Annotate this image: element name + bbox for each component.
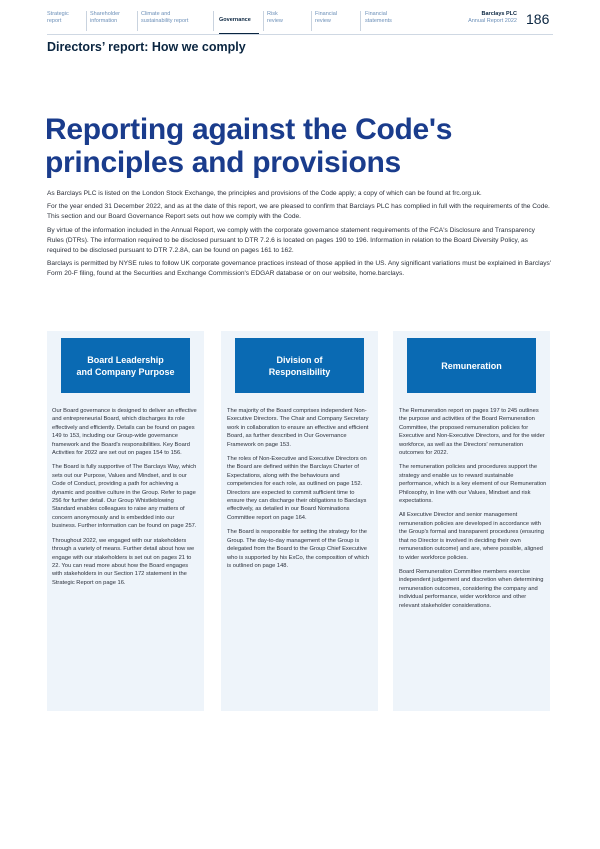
brand-report-year: Annual Report 2022 xyxy=(468,18,517,24)
nav-tab-line1: Climate and xyxy=(141,11,171,17)
nav-tab-line1: Financial xyxy=(315,11,338,17)
nav-divider xyxy=(213,11,214,31)
nav-divider xyxy=(360,11,361,31)
nav-tab-financial-statements[interactable] xyxy=(365,11,410,33)
column-paragraph: The Remuneration report on pages 197 to 245 outlines the purpose and activities of the Board Remuneration Committee, the proposed remuneration policies for Executive and Non-Executive Directors, and for the wider workforce, as well as the Directors' remuneration outcomes for 2022. xyxy=(399,408,545,457)
intro-paragraph: As Barclays PLC is listed on the London Stock Exchange, the principles and provisions of the Code apply; a copy of which can be found at frc.org.uk. xyxy=(47,190,482,197)
nav-tab-line2: sustainability report xyxy=(141,18,189,24)
nav-divider xyxy=(263,11,264,31)
nav-tab-line2: report xyxy=(47,18,62,24)
nav-tab-climate-sustainability[interactable] xyxy=(141,11,211,33)
nav-tab-line1: Strategic xyxy=(47,11,69,17)
nav-divider xyxy=(137,11,138,31)
panel-title-line1: Board Leadership xyxy=(87,354,164,365)
brand-name: Barclays PLC xyxy=(481,11,517,17)
column-remuneration xyxy=(399,407,547,616)
panel-title-line2: Responsibility xyxy=(268,366,331,377)
intro-paragraph: For the year ended 31 December 2022, and as at the date of this report, we are pleased to confirm that Barclays PLC has complied in full with the requirements of the Code. This section and our Board Governance Report sets out how we comply with the Code. xyxy=(47,203,550,221)
nav-tab-line1: Risk xyxy=(267,11,278,17)
nav-tab-line2: statements xyxy=(365,18,392,24)
panel-header xyxy=(235,338,364,393)
nav-divider xyxy=(311,11,312,31)
column-paragraph: The roles of Non-Executive and Executive Directors on the Board are defined within the Barclays Charter of Expectations, along with the behaviours and competencies for each role, as outlined on page 152. Directors are expected to commit sufficient time to ensure they can discharge their obligations to Barclays effectively, as detailed in our Board Nominations Committee report on page 164. xyxy=(227,456,367,521)
column-paragraph: Board Remuneration Committee members exercise independent judgement and discretion when determining remuneration outcomes, considering the company and individual performance, wider workforce and other relevant stakeholder considerations. xyxy=(399,568,544,609)
panel-title-line1: Division of xyxy=(276,354,323,365)
nav-tab-line2: information xyxy=(90,18,118,24)
nav-tab-strategic-report[interactable] xyxy=(47,11,85,33)
panel-title-line1: Remuneration xyxy=(441,360,502,371)
panel-header xyxy=(61,338,190,393)
column-paragraph: Throughout 2022, we engaged with our stakeholders through a variety of means. Further detail about how we engage with our stakeholders is set out on pages 21 to 22. You can read more about how the Board engages with stakeholders in our Section 172 statement in the Strategic Report on page 16. xyxy=(52,537,195,586)
intro-paragraph: By virtue of the information included in the Annual Report, we comply with the corporate governance statement requirements of the FCA's Disclosure and Transparency Rules (DTRs). The information required to be disclosed pursuant to DTR 7.2.6 is located on pages 190 to 196. Information in relation to the Board Diversity Policy, as required to be disclosed pursuant to DTR 7.2.8A, can be found on pages 161 to 162. xyxy=(47,226,535,255)
nav-divider xyxy=(86,11,87,31)
nav-tab-financial-review[interactable] xyxy=(315,11,355,33)
nav-tab-shareholder-information[interactable] xyxy=(90,11,136,33)
column-paragraph: The Board is fully supportive of The Barclays Way, which sets out our Purpose, Values and Mindset, and is our Code of Conduct, providing a path for achieving a dynamic and positive culture in the Group. Refer to page 256 for further detail. Our Group Whistleblowing Standard enables colleagues to raise any matters of concern anonymously and is embedded into our business. Further information can be found on page 257. xyxy=(52,464,197,530)
page-title: Reporting against the Code's principles and provisions xyxy=(45,113,453,179)
nav-tab-line1: Shareholder xyxy=(90,11,120,17)
column-division-of-responsibility xyxy=(227,407,373,576)
nav-tab-line2: review xyxy=(315,18,331,24)
page-number: 186 xyxy=(526,11,550,27)
nav-tab-line1: Financial xyxy=(365,11,388,17)
header-divider xyxy=(47,34,553,35)
intro-text xyxy=(47,189,553,283)
nav-tab-governance[interactable] xyxy=(219,11,259,33)
panel-header xyxy=(407,338,536,393)
nav-tab-risk-review[interactable] xyxy=(267,11,307,33)
column-paragraph: The Board is responsible for setting the strategy for the Group. The day-to-day management of the Group is delegated from the Board to the Group Chief Executive who is supported by his ExCo, the composition of which is outlined on page 148. xyxy=(227,529,369,569)
column-paragraph: All Executive Director and senior management remuneration policies are developed in accordance with the Group's formal and transparent procedures (ensuring that no Director is involved in deciding their own remuneration outcome) and are, where possible, aligned to wider workforce policies. xyxy=(399,512,544,561)
column-paragraph: The majority of the Board comprises independent Non-Executive Directors. The Chair and Company Secretary work in collaboration to ensure an effective and efficient Board, as further described in Our Governance Framework on page 153. xyxy=(227,408,369,448)
report-brand xyxy=(419,11,517,25)
column-paragraph: Our Board governance is designed to deliver an effective and entrepreneurial Board, which discharges its role effectively and efficiently. Details can be found on pages 149 to 153, including our Group-wide governance framework and the Board's responsibilities. Key Board Activities for 2022 are set out on pages 154 to 156. xyxy=(52,408,197,457)
intro-paragraph: Barclays is permitted by NYSE rules to follow UK corporate governance practices instead of those applied in the US. Any significant variations must be explained in Barclays' Form 20-F filing, found at the Securities and Exchange Commission's EDGAR database or on our website, home.barclays. xyxy=(47,260,552,278)
nav-tab-line2: review xyxy=(267,18,283,24)
column-paragraph: The remuneration policies and procedures support the strategy and enable us to reward sustainable performance, which is a key element of our Remuneration Philosophy, in line with our Values, Mindset and risk expectations. xyxy=(399,464,547,505)
panel-title-line2: and Company Purpose xyxy=(76,366,175,377)
nav-tab-line1: Governance xyxy=(219,17,251,23)
column-board-leadership xyxy=(52,407,198,593)
section-title: Directors’ report: How we comply xyxy=(47,40,246,54)
